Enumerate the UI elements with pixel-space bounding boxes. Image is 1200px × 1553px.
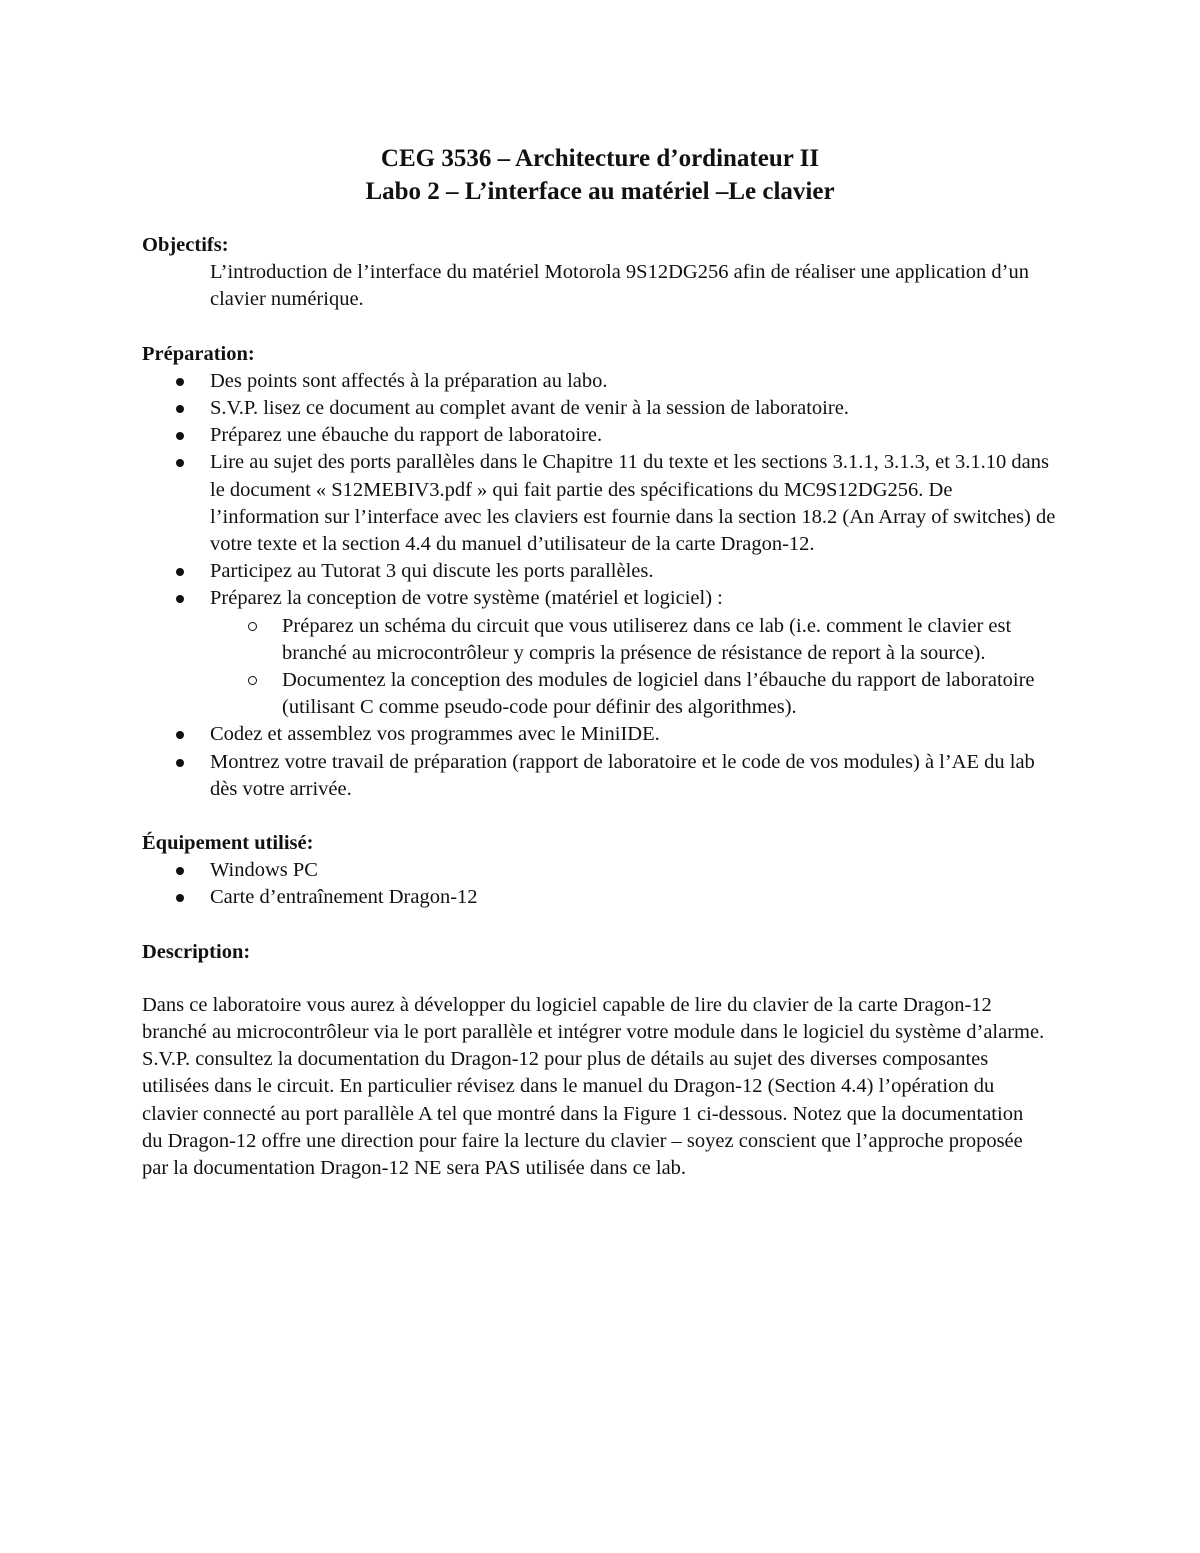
sub-list-item: Documentez la conception des modules de logiciel dans l’ébauche du rapport de laboratoire (utilisant C comme pseudo-code pour définir des algorithmes). — [210, 667, 1062, 721]
bullet-icon — [176, 595, 184, 603]
bullet-icon — [176, 894, 184, 902]
preparation-list — [142, 368, 1062, 803]
bullet-icon — [176, 432, 184, 440]
list-item: Préparez la conception de votre système (matériel et logiciel) : Préparez un schéma du circuit que vous utiliserez dans ce lab (i.e. comment le clavier est branché au microcontrôleur y compris la présence de résistance de report à la source). Documentez la conception des modules de logiciel dans l’ébauche du rapport de laboratoire (utilisant C comme pseudo-code pour définir des algorithmes). — [142, 585, 1062, 721]
list-item: Windows PC — [142, 857, 1062, 884]
objectifs-text: L’introduction de l’interface du matériel Motorola 9S12DG256 afin de réaliser une application d’un clavier numérique. — [210, 261, 1029, 311]
preparation-sublist — [210, 613, 1062, 722]
bullet-icon — [176, 867, 184, 875]
bullet-icon — [176, 459, 184, 467]
description-heading: Description: — [142, 940, 251, 963]
bullet-icon — [176, 759, 184, 767]
objectifs-heading: Objectifs: — [142, 234, 229, 256]
list-item: S.V.P. lisez ce document au complet avant de venir à la session de laboratoire. — [142, 395, 1062, 422]
title-course: CEG 3536 – Architecture d’ordinateur II — [380, 145, 820, 172]
bullet-icon — [176, 731, 184, 739]
title-lab: Labo 2 – L’interface au matériel –Le clavier — [365, 178, 835, 205]
sub-list-item: Préparez un schéma du circuit que vous utiliserez dans ce lab (i.e. comment le clavier est branché au microcontrôleur y compris la présence de résistance de report à la source). — [210, 613, 1062, 667]
list-item: Participez au Tutorat 3 qui discute les ports parallèles. — [142, 558, 1062, 585]
bullet-icon — [176, 568, 184, 576]
document-body — [142, 232, 1062, 1182]
list-item: Carte d’entraînement Dragon-12 — [142, 884, 1062, 911]
hollow-bullet-icon — [248, 622, 257, 631]
hollow-bullet-icon — [248, 676, 257, 685]
equipement-list — [142, 857, 1062, 911]
list-item: Des points sont affectés à la préparation au labo. — [142, 368, 1062, 395]
list-item: Codez et assemblez vos programmes avec le MiniIDE. — [142, 721, 1062, 748]
list-item: Montrez votre travail de préparation (rapport de laboratoire et le code de vos modules) à l’AE du lab dès votre arrivée. — [142, 749, 1062, 803]
list-item: Préparez une ébauche du rapport de laboratoire. — [142, 422, 1062, 449]
description-text: Dans ce laboratoire vous aurez à développer du logiciel capable de lire du clavier de la carte Dragon-12 branché au microcontrôleur via le port parallèle et intégrer votre module dans le logiciel du système d’alarme. S.V.P. consultez la documentation du Dragon-12 pour plus de détails au sujet des diverses composantes utilisées dans le circuit. En particulier révisez dans le manuel du Dragon-12 (Section 4.4) l’opération du clavier connecté au port parallèle A tel que montré dans la Figure 1 ci-dessous. Notez que la documentation du Dragon-12 offre une direction pour faire la lecture du clavier – soyez conscient que l’approche proposée par la documentation Dragon-12 NE sera PAS utilisée dans ce lab. — [142, 993, 1045, 1180]
preparation-heading: Préparation: — [142, 342, 255, 365]
bullet-icon — [176, 378, 184, 386]
list-item: Lire au sujet des ports parallèles dans le Chapitre 11 du texte et les sections 3.1.1, 3.1.3, et 3.1.10 dans le document « S12MEBIV3.pdf » qui fait partie des spécifications du MC9S12DG256. De l’information sur l’interface avec les claviers est fournie dans la section 18.2 (An Array of switches) de votre texte et la section 4.4 du manuel d’utilisateur de la carte Dragon-12. — [142, 449, 1062, 558]
document-title — [0, 142, 1200, 208]
equipement-heading: Équipement utilisé: — [142, 832, 314, 855]
bullet-icon — [176, 405, 184, 413]
